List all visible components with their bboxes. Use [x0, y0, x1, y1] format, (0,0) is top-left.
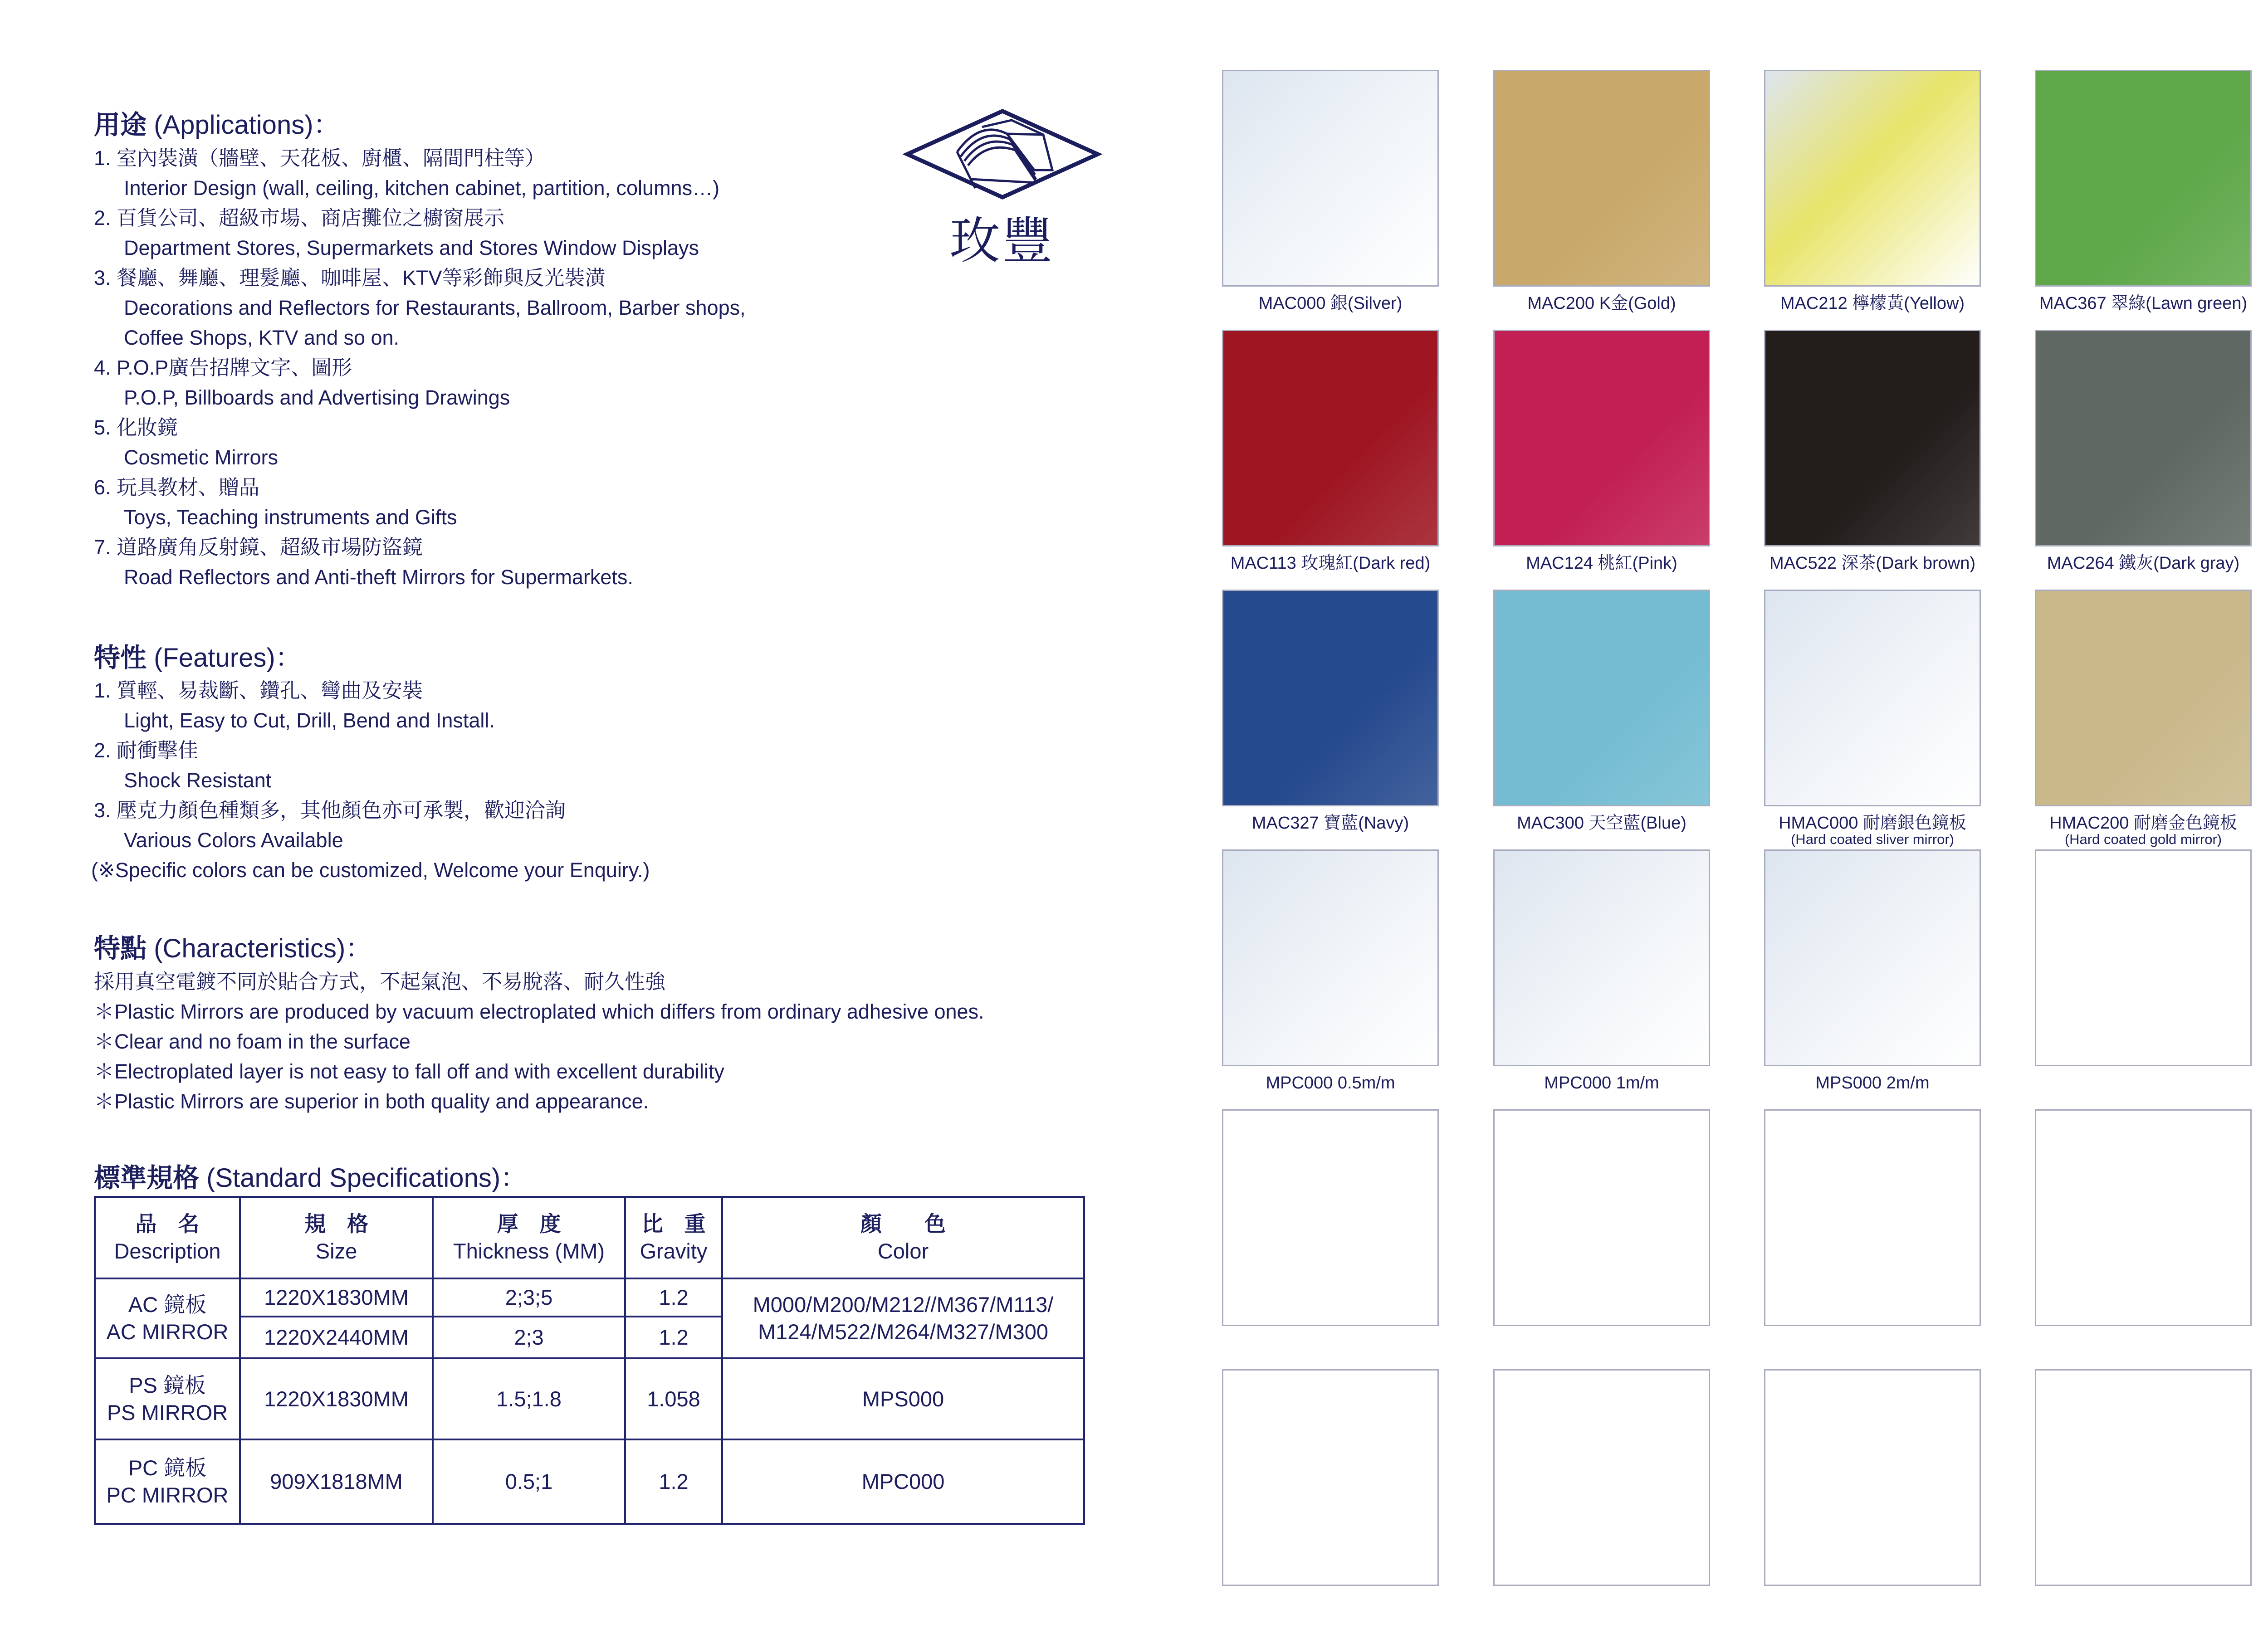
features-heading — [94, 636, 302, 674]
list-item: 7. 道路廣角反射鏡、超級市場防盜鏡 — [94, 536, 423, 559]
specs-heading — [94, 1156, 527, 1195]
list-item: 6. 玩具教材、贈品 — [94, 476, 260, 499]
swatch-label — [1194, 554, 1466, 572]
list-item: 2. 耐衝擊佳 — [94, 739, 199, 762]
list-item: Road Reflectors and Anti-theft Mirrors for Supermarkets. — [124, 566, 633, 589]
color-swatch — [1222, 590, 1439, 806]
list-item: 3. 餐廳、舞廳、理髮廳、咖啡屋、KTV等彩飾與反光裝潢 — [94, 266, 606, 289]
table-cell: MPC000 — [861, 1469, 945, 1493]
applications-list — [94, 143, 746, 592]
color-swatch — [1764, 330, 1981, 546]
table-cell: MPS000 — [862, 1386, 944, 1411]
color-swatch — [1764, 1109, 1981, 1326]
list-item: Light, Easy to Cut, Drill, Bend and Install. — [124, 709, 495, 732]
swatch-label-text: MAC000 銀(Silver) — [1258, 294, 1403, 313]
color-swatch — [1764, 590, 1981, 806]
list-item: Toys, Teaching instruments and Gifts — [124, 506, 457, 529]
features-heading-en: (Features)： — [154, 643, 302, 673]
swatch-label — [1736, 1074, 2009, 1092]
color-swatch — [1222, 849, 1439, 1066]
table-cell: 1.5;1.8 — [496, 1386, 562, 1411]
header-thickness-en: Thickness (MM) — [453, 1239, 605, 1263]
logo-text: 玫豐 — [950, 212, 1055, 270]
swatch-label-subtext: (Hard coated gold mirror) — [2064, 831, 2222, 847]
header-color-zh: 顏 色 — [860, 1212, 946, 1236]
swatch-label — [1466, 554, 1738, 572]
pc-name-zh: PC 鏡板 — [128, 1456, 207, 1480]
swatch-label-text: MAC300 天空藍(Blue) — [1517, 814, 1686, 833]
list-item: 4. P.O.P廣告招牌文字、圖形 — [94, 356, 352, 379]
swatch-label-text: MPS000 2m/m — [1815, 1073, 1930, 1093]
characteristics-heading-en: (Characteristics)： — [154, 934, 372, 963]
characteristics-list — [94, 967, 984, 1117]
list-item: 1. 質輕、易裁斷、鑽孔、彎曲及安裝 — [94, 679, 423, 702]
table-header-cell — [241, 1198, 432, 1278]
spec-table — [94, 1196, 1085, 1525]
header-description-zh: 品 名 — [135, 1212, 200, 1236]
swatch-label-text: MPC000 1m/m — [1544, 1073, 1659, 1093]
swatch-label — [2007, 814, 2268, 847]
list-item: 1. 室內裝潢（牆壁、天花板、廚櫃、隔間門柱等） — [94, 146, 546, 170]
table-cell-product — [96, 1440, 239, 1523]
list-item: ＊Plastic Mirrors are superior in both quality and appearance. — [94, 1090, 649, 1113]
table-cell: 1220X1830MM — [264, 1285, 409, 1309]
swatch-label — [1194, 1074, 1466, 1092]
color-swatch — [1493, 70, 1710, 287]
features-heading-zh: 特性 — [94, 643, 147, 673]
list-item: 2. 百貨公司、超級市場、商店攤位之櫥窗展示 — [94, 206, 505, 229]
swatch-label — [1736, 554, 2009, 572]
color-swatch — [2035, 330, 2252, 546]
swatch-label — [1466, 814, 1738, 832]
color-swatch — [2035, 849, 2252, 1066]
ps-name-en: PS MIRROR — [107, 1400, 228, 1424]
specs-heading-zh: 標準規格 — [94, 1163, 200, 1193]
header-gravity-zh: 比 重 — [641, 1212, 706, 1236]
header-gravity-en: Gravity — [640, 1239, 708, 1263]
swatch-label — [1194, 814, 1466, 832]
list-item: (※Specific colors can be customized, Welcome your Enquiry.) — [91, 859, 650, 882]
swatch-label — [1736, 814, 2009, 847]
list-item: 採用真空電鍍不同於貼合方式，不起氣泡、不易脫落、耐久性強 — [94, 970, 666, 993]
table-cell: 909X1818MM — [270, 1469, 403, 1493]
table-cell: 1.2 — [659, 1469, 689, 1493]
characteristics-heading — [94, 927, 371, 965]
table-cell-product — [96, 1279, 239, 1357]
color-swatch — [1493, 330, 1710, 546]
color-swatch — [1493, 1109, 1710, 1326]
list-item: Cosmetic Mirrors — [124, 446, 279, 469]
list-item: Coffee Shops, KTV and so on. — [124, 326, 400, 349]
swatch-label-subtext: (Hard coated sliver mirror) — [1790, 831, 1954, 847]
swatch-label — [1466, 294, 1738, 312]
swatch-label — [2007, 294, 2268, 312]
color-swatch — [1493, 1369, 1710, 1586]
table-header-cell — [626, 1198, 721, 1278]
list-item: 5. 化妝鏡 — [94, 416, 178, 439]
pc-name-en: PC MIRROR — [106, 1483, 229, 1507]
swatch-label — [2007, 554, 2268, 572]
swatch-label-text: HMAC000 耐磨銀色鏡板 — [1779, 814, 1966, 833]
swatch-label-text: MAC264 鐵灰(Dark gray) — [2047, 554, 2240, 573]
color-swatch — [1764, 1369, 1981, 1586]
color-swatch — [1222, 330, 1439, 546]
ac-color-line: M000/M200/M212//M367/M113/ — [753, 1293, 1054, 1317]
swatch-label — [1466, 1074, 1738, 1092]
swatch-label-text: MAC200 K金(Gold) — [1527, 294, 1676, 313]
applications-heading — [94, 103, 340, 141]
swatch-label-text: MAC522 深茶(Dark brown) — [1769, 554, 1975, 573]
swatch-label — [1194, 294, 1466, 312]
list-item: ＊Electroplated layer is not easy to fall off and with excellent durability — [94, 1060, 724, 1083]
characteristics-heading-zh: 特點 — [94, 934, 147, 963]
company-logo — [903, 102, 1102, 274]
ac-name-zh: AC 鏡板 — [128, 1293, 207, 1317]
table-cell: 1220X2440MM — [264, 1325, 409, 1349]
header-size-en: Size — [315, 1239, 357, 1263]
color-swatch — [1222, 1369, 1439, 1586]
table-cell: 2;3 — [514, 1325, 544, 1349]
table-cell: 2;3;5 — [505, 1285, 553, 1309]
list-item: Shock Resistant — [124, 769, 272, 792]
table-header-cell — [96, 1198, 239, 1278]
color-swatch — [2035, 70, 2252, 287]
features-list — [91, 676, 650, 885]
color-swatch — [1222, 70, 1439, 287]
table-cell-color — [723, 1279, 1083, 1357]
table-cell: 1.2 — [659, 1325, 689, 1349]
color-swatch — [1493, 590, 1710, 806]
specs-heading-en: (Standard Specifications)： — [206, 1163, 527, 1193]
table-cell: 1220X1830MM — [264, 1386, 409, 1411]
color-swatch — [1764, 849, 1981, 1066]
swatch-label-text: MPC000 0.5m/m — [1266, 1073, 1395, 1093]
list-item: Department Stores, Supermarkets and Stores Window Displays — [124, 236, 699, 259]
list-item: ＊Clear and no foam in the surface — [94, 1030, 411, 1053]
list-item: Interior Design (wall, ceiling, kitchen cabinet, partition, columns…) — [124, 176, 720, 200]
swatch-label-text: MAC212 檸檬黃(Yellow) — [1780, 294, 1965, 313]
header-size-zh: 規 格 — [304, 1212, 368, 1236]
swatch-label-text: MAC367 翠綠(Lawn green) — [2039, 294, 2248, 313]
header-description-en: Description — [114, 1239, 221, 1263]
color-swatch — [2035, 1109, 2252, 1326]
color-swatch — [2035, 1369, 2252, 1586]
list-item: Decorations and Reflectors for Restaurants, Ballroom, Barber shops, — [124, 296, 746, 319]
swatch-label-text: MAC113 玫瑰紅(Dark red) — [1230, 554, 1431, 573]
ps-name-zh: PS 鏡板 — [129, 1373, 206, 1397]
swatch-label-text: MAC327 寶藍(Navy) — [1251, 814, 1409, 833]
list-item: 3. 壓克力顏色種類多，其他顏色亦可承製，歡迎洽詢 — [94, 799, 566, 822]
table-cell: 1.2 — [659, 1285, 689, 1309]
applications-heading-en: (Applications)： — [154, 110, 340, 140]
color-swatch — [1222, 1109, 1439, 1326]
header-thickness-zh: 厚 度 — [497, 1212, 561, 1236]
list-item: Various Colors Available — [124, 829, 343, 852]
table-cell: 1.058 — [647, 1386, 700, 1411]
list-item: ＊Plastic Mirrors are produced by vacuum electroplated which differs from ordinary adhesive ones. — [94, 1000, 984, 1023]
ac-color-line: M124/M522/M264/M327/M300 — [758, 1320, 1049, 1344]
color-swatch — [1493, 849, 1710, 1066]
table-header-cell — [723, 1198, 1083, 1278]
list-item: P.O.P, Billboards and Advertising Drawings — [124, 386, 510, 409]
color-swatch — [2035, 590, 2252, 806]
table-cell: 0.5;1 — [505, 1469, 553, 1493]
color-swatch — [1764, 70, 1981, 287]
table-cell-product — [96, 1359, 239, 1439]
swatch-label-text: MAC124 桃紅(Pink) — [1526, 554, 1677, 573]
applications-heading-zh: 用途 — [94, 110, 147, 140]
ac-name-en: AC MIRROR — [106, 1320, 229, 1344]
header-color-en: Color — [877, 1239, 929, 1263]
table-header-cell — [434, 1198, 624, 1278]
swatch-label — [1736, 294, 2009, 312]
swatch-label-text: HMAC200 耐磨金色鏡板 — [2049, 814, 2237, 833]
